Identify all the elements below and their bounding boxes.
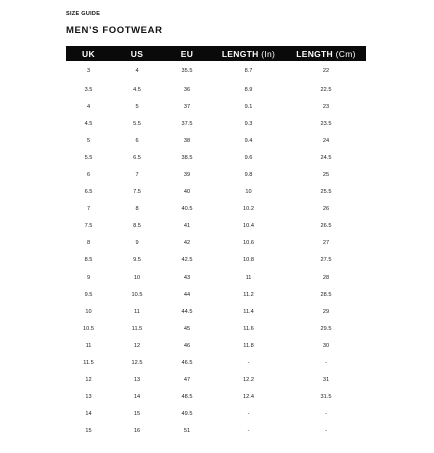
cell-us: 12.5	[131, 360, 143, 367]
cell-length-in: 12.4	[243, 394, 254, 401]
cell-eu: 35.5	[181, 68, 193, 74]
cell-us: 6	[135, 137, 139, 144]
page-title: MEN’S FOOTWEAR	[66, 25, 163, 36]
cell-uk: 3	[86, 68, 91, 74]
cell-us: 8.5	[133, 223, 141, 230]
header-us-label: US	[130, 48, 144, 59]
cell-length-cm: 30	[322, 342, 330, 349]
table-row	[66, 252, 366, 269]
header-uk-label: UK	[82, 48, 95, 59]
cell-us: 11	[134, 308, 140, 315]
cell-length-in: 10.2	[243, 206, 254, 213]
cell-uk: 4	[86, 103, 91, 110]
cell-uk: 13	[85, 394, 92, 401]
cell-eu: 38	[183, 137, 191, 144]
table-row	[66, 372, 366, 389]
header-length-in-unit: (In)	[261, 48, 276, 59]
cell-length-cm: 23.5	[320, 120, 332, 127]
cell-length-in: 9.6	[244, 154, 253, 161]
cell-uk: 6.5	[84, 189, 93, 196]
header-length-in	[211, 46, 286, 61]
cell-length-cm: 29.5	[320, 325, 332, 332]
header-eu-label: EU	[180, 48, 194, 59]
cell-us: 7.5	[133, 189, 141, 196]
cell-length-cm: 27	[322, 240, 330, 247]
cell-eu: 41	[183, 223, 191, 230]
cell-length-in: -	[247, 428, 250, 435]
cell-uk: 5.5	[84, 154, 93, 161]
cell-us: 10.5	[131, 291, 143, 298]
cell-length-in: 11	[245, 274, 252, 281]
header-us	[111, 46, 163, 61]
cell-eu: 44.5	[181, 308, 193, 315]
cell-length-in: 9.1	[244, 103, 253, 110]
cell-length-in: 9.3	[244, 120, 253, 127]
cell-eu: 37	[183, 103, 191, 110]
cell-uk: 11	[85, 342, 92, 349]
cell-eu: 42.5	[181, 257, 193, 264]
table-row	[66, 235, 366, 252]
cell-length-cm: 28	[322, 274, 330, 281]
cell-us: 11.5	[131, 325, 143, 332]
cell-length-in: 11.2	[243, 291, 254, 298]
cell-length-cm: 26	[322, 206, 330, 213]
cell-uk: 8	[86, 240, 91, 247]
cell-length-cm: 22.5	[320, 86, 332, 93]
cell-uk: 10.5	[83, 325, 94, 332]
cell-length-in: 10.8	[243, 257, 254, 264]
cell-uk: 7.5	[84, 223, 93, 230]
cell-uk: 10	[85, 308, 92, 315]
cell-length-in: 8.7	[244, 68, 253, 74]
table-row	[66, 389, 366, 406]
cell-uk: 12	[85, 377, 92, 384]
cell-eu: 48.5	[181, 394, 193, 401]
cell-length-in: 10	[245, 189, 252, 196]
cell-uk: 11.5	[83, 360, 94, 367]
cell-length-cm: 25	[322, 172, 330, 179]
cell-eu: 47	[183, 377, 191, 384]
cell-length-in: 10.4	[243, 223, 254, 230]
cell-eu: 46.5	[181, 360, 193, 367]
cell-eu: 37.5	[181, 120, 193, 127]
cell-length-cm: 29	[322, 308, 330, 315]
cell-length-cm: 24.5	[320, 154, 332, 161]
cell-uk: 14	[85, 411, 92, 418]
cell-us: 9.5	[133, 257, 141, 264]
header-length-cm-unit: (Cm)	[335, 48, 356, 59]
table-row	[66, 184, 366, 201]
cell-uk: 3.5	[84, 86, 93, 93]
cell-uk: 6	[86, 172, 91, 179]
cell-length-cm: 31.5	[320, 394, 332, 401]
table-row	[66, 218, 366, 235]
header-length-cm-label: LENGTH	[296, 48, 333, 59]
size-table	[66, 46, 366, 440]
table-row	[66, 81, 366, 98]
cell-us: 6.5	[133, 154, 141, 161]
header-length-cm	[286, 46, 366, 61]
cell-length-cm: 22	[322, 68, 330, 74]
table-row	[66, 320, 366, 337]
cell-length-in: 9.4	[244, 137, 253, 144]
table-row	[66, 132, 366, 149]
cell-length-in: 11.4	[243, 308, 254, 315]
table-row	[66, 149, 366, 166]
cell-uk: 8.5	[84, 257, 93, 264]
table-row	[66, 269, 366, 286]
size-guide-label: SIZE GUIDE	[66, 11, 101, 17]
cell-length-cm: -	[325, 411, 327, 418]
cell-length-cm: 24	[322, 137, 330, 144]
cell-uk: 4.5	[84, 120, 93, 127]
table-body	[66, 61, 366, 440]
table-row	[66, 98, 366, 115]
cell-eu: 38.5	[181, 154, 193, 161]
cell-uk: 9	[86, 274, 91, 281]
cell-uk: 9.5	[84, 291, 93, 298]
cell-uk: 15	[85, 428, 92, 435]
cell-uk: 5	[86, 137, 91, 144]
cell-length-cm: 25.5	[320, 189, 332, 196]
cell-eu: 51	[183, 428, 191, 435]
cell-us: 12	[133, 342, 141, 349]
table-row	[66, 337, 366, 354]
cell-us: 16	[133, 428, 141, 435]
table-row	[66, 303, 366, 320]
cell-us: 5.5	[133, 120, 141, 127]
cell-us: 5	[135, 103, 139, 110]
cell-eu: 43	[183, 274, 191, 281]
table-row	[66, 201, 366, 218]
cell-length-in: 8.9	[244, 86, 253, 93]
cell-length-in: -	[247, 411, 250, 418]
table-row	[66, 423, 366, 440]
cell-us: 14	[133, 394, 141, 401]
cell-us: 4	[135, 68, 139, 74]
cell-us: 7	[135, 172, 139, 179]
cell-us: 9	[135, 240, 139, 247]
cell-length-in: 12.2	[243, 377, 254, 384]
cell-uk: 7	[86, 206, 91, 213]
cell-length-in: -	[247, 360, 250, 367]
table-header	[66, 46, 366, 61]
cell-length-cm: 31	[322, 377, 330, 384]
cell-us: 13	[133, 377, 141, 384]
table-row	[66, 355, 366, 372]
cell-length-cm: -	[325, 428, 327, 435]
cell-eu: 40.5	[181, 206, 193, 213]
cell-length-cm: 27.5	[320, 257, 332, 264]
cell-length-cm: 23	[322, 103, 330, 110]
cell-length-cm: 26.5	[320, 223, 332, 230]
cell-length-in: 10.6	[243, 240, 254, 247]
table-row	[66, 406, 366, 423]
cell-length-cm: -	[325, 360, 327, 367]
header-length-in-label: LENGTH	[221, 48, 259, 59]
cell-eu: 44	[183, 291, 191, 298]
table-header-row	[66, 46, 366, 61]
table-row	[66, 61, 366, 81]
cell-eu: 36	[183, 86, 191, 93]
cell-us: 8	[135, 206, 139, 213]
table-row	[66, 115, 366, 132]
cell-eu: 40	[183, 189, 191, 196]
cell-length-in: 9.8	[244, 172, 253, 179]
header-uk	[66, 46, 111, 61]
cell-eu: 39	[183, 172, 191, 179]
cell-us: 15	[133, 411, 141, 418]
table-row	[66, 286, 366, 303]
cell-eu: 45	[183, 325, 191, 332]
cell-length-in: 11.8	[243, 342, 254, 349]
cell-eu: 42	[183, 240, 191, 247]
cell-length-cm: 28.5	[320, 291, 332, 298]
cell-eu: 49.5	[181, 411, 193, 418]
cell-eu: 46	[183, 342, 191, 349]
table-row	[66, 166, 366, 183]
cell-length-in: 11.6	[243, 325, 254, 332]
header-eu	[163, 46, 211, 61]
cell-us: 10	[133, 274, 141, 281]
cell-us: 4.5	[133, 86, 141, 93]
